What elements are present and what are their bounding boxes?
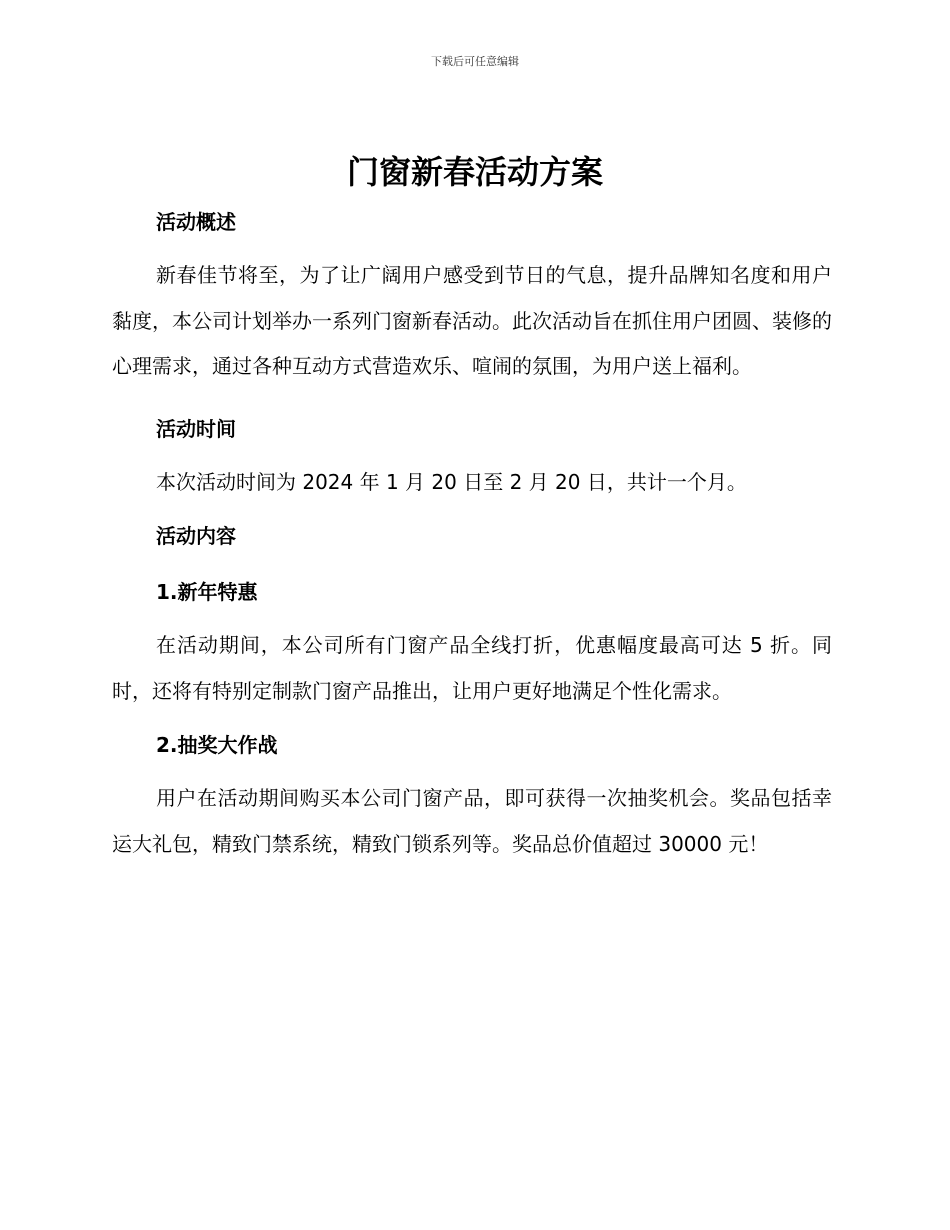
section-paragraph-time: 本次活动时间为 2024 年 1 月 20 日至 2 月 20 日，共计一个月。 [156, 469, 747, 494]
section-heading-content: 活动内容 [156, 524, 236, 548]
document-body [112, 205, 832, 867]
section-heading-overview: 活动概述 [156, 210, 236, 234]
section-heading-lottery: 2.抽奖大作战 [156, 733, 278, 757]
section-paragraph-new-year-discount: 在活动期间，本公司所有门窗产品全线打折，优惠幅度最高可达 5 折。同时，还将有特别定制款门窗产品推出，让用户更好地满足个性化需求。 [112, 633, 832, 703]
section-heading-new-year-discount: 1.新年特惠 [156, 580, 258, 604]
page-header-note: 下载后可任意编辑 [431, 55, 519, 68]
section-heading-time: 活动时间 [156, 416, 236, 441]
section-paragraph-lottery: 用户在活动期间购买本公司门窗产品，即可获得一次抽奖机会。奖品包括幸运大礼包，精致门禁系统，精致门锁系列等。奖品总价值超过 30000 元！ [112, 786, 832, 856]
section-paragraph-overview: 新春佳节将至，为了让广阔用户感受到节日的气息，提升品牌知名度和用户黏度，本公司计划举办一系列门窗新春活动。此次活动旨在抓住用户团圆、装修的心理需求，通过各种互动方式营造欢乐、喧闹的氛围，为用户送上福利。 [112, 263, 832, 378]
document-title: 门窗新春活动方案 [346, 153, 603, 191]
